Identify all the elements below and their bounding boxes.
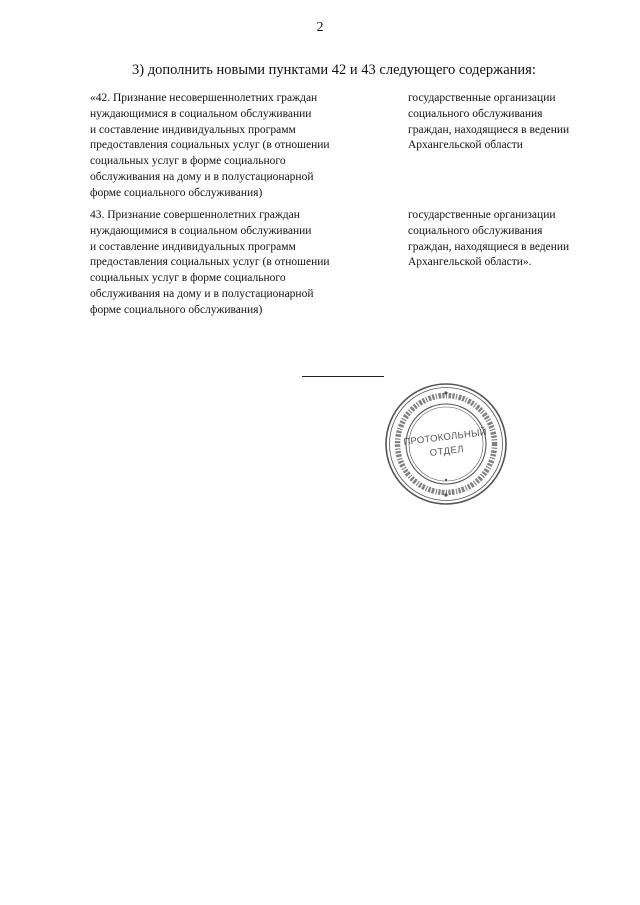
text-line: социальных услуг в форме социального xyxy=(90,155,286,168)
text-line: форме социального обслуживания) xyxy=(90,186,263,199)
text-line: 43. Признание совершеннолетних граждан xyxy=(90,209,300,221)
amendment-intro: 3) дополнить новыми пунктами 42 и 43 следующего содержания: xyxy=(132,62,536,78)
text-line: государственные организации xyxy=(408,209,556,221)
text-line: «42. Признание несовершеннолетних граждан xyxy=(90,92,318,104)
text-line: Архангельской области». xyxy=(408,256,532,269)
stamp-text-line-1: ПРОТОКОЛЬНЫЙ xyxy=(402,426,488,449)
page-number: 2 xyxy=(316,20,324,35)
text-line: граждан, находящиеся в ведении xyxy=(408,123,570,136)
text-line: предоставления социальных услуг (в отношении xyxy=(90,139,330,152)
official-stamp xyxy=(384,382,508,506)
text-line: обслуживания на дому и в полустационарной xyxy=(90,170,314,183)
text-line: предоставления социальных услуг (в отношении xyxy=(90,256,330,269)
text-line: обслуживания на дому и в полустационарной xyxy=(90,287,314,300)
end-separator-line xyxy=(302,376,384,377)
text-line: социальных услуг в форме социального xyxy=(90,272,286,285)
item-43-service xyxy=(90,208,390,319)
item-42-service xyxy=(90,91,390,202)
text-line: социального обслуживания xyxy=(408,224,543,237)
text-line: форме социального обслуживания) xyxy=(90,303,263,316)
text-line: и составление индивидуальных программ xyxy=(90,240,296,253)
text-line: и составление индивидуальных программ xyxy=(90,123,296,136)
text-line: граждан, находящиеся в ведении xyxy=(408,240,570,253)
text-line: государственные организации xyxy=(408,92,556,104)
text-line: нуждающимися в социальном обслуживании xyxy=(90,107,312,120)
text-line: нуждающимися в социальном обслуживании xyxy=(90,224,312,237)
text-line: социального обслуживания xyxy=(408,107,543,120)
item-42-provider xyxy=(408,91,608,154)
stamp-text-line-2: ОТДЕЛ xyxy=(429,443,465,459)
text-line: Архангельской области xyxy=(408,139,523,152)
item-43-provider xyxy=(408,208,608,271)
